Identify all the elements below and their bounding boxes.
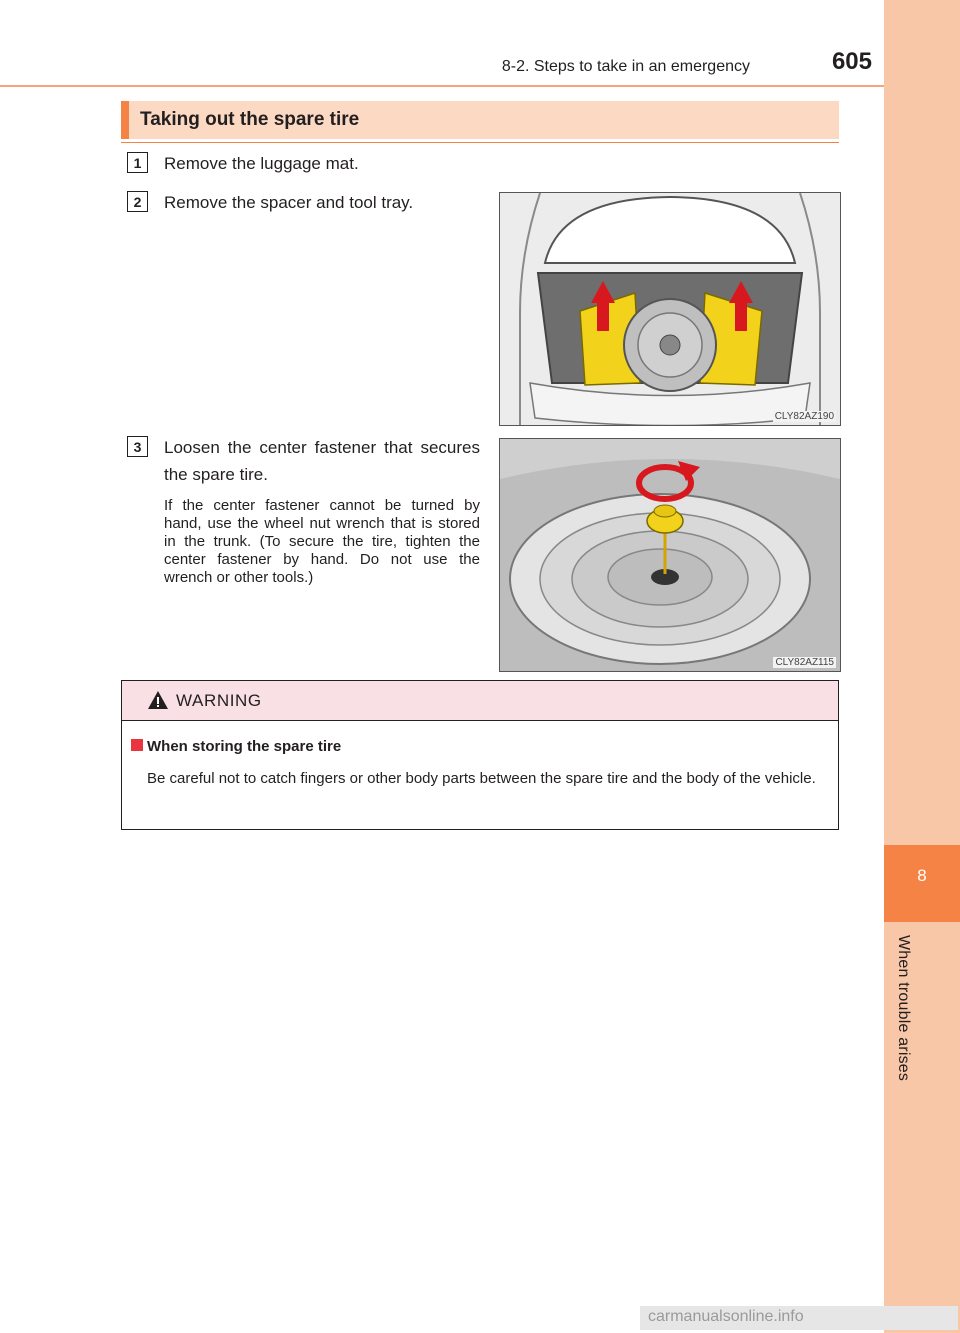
step-3-note: If the center fastener cannot be turned by hand, use the wheel nut wrench that is stored in the trunk. (To secure the tire, tighten the center fastener by hand. Do not use the wrench or other tools.) [164,497,480,586]
chapter-label: When trouble arises [895,935,912,1082]
figure-2-code: CLY82AZ115 [775,657,834,668]
step-2-text: Remove the spacer and tool tray. [164,193,414,212]
step-3-text: Loosen the center fastener that secures the spare tire. [164,438,480,484]
side-tab-strip [884,0,960,1333]
warning-header [122,681,838,721]
warning-triangle-icon [147,690,169,710]
warning-subheading: When storing the spare tire [147,738,342,755]
header-divider [0,85,884,87]
spare-tire-drawing [500,439,840,671]
warning-body: Be careful not to catch fingers or other body parts between the spare tire and the body of the vehicle. [147,770,816,787]
section-title-accent [121,101,129,139]
header-section-title: 8-2. Steps to take in an emergency [501,58,750,75]
trunk-drawing [500,193,840,425]
page-number: 605 [831,48,872,75]
warning-box [121,680,839,830]
section-title: Taking out the spare tire [140,109,360,130]
figure-1-code: CLY82AZ190 [774,411,834,422]
spare-tire-fastener-illustration [499,438,841,672]
warning-bullet-icon [131,739,143,751]
step-1-number: 1 [127,152,148,173]
warning-title: WARNING [176,691,262,710]
chapter-number: 8 [917,866,927,885]
trunk-tool-tray-illustration [499,192,841,426]
step-1-text: Remove the luggage mat. [164,154,359,173]
footer-watermark[interactable]: carmanualsonline.info [648,1308,804,1325]
step-3-number: 3 [127,436,148,457]
section-underline [121,142,839,143]
step-2-number: 2 [127,191,148,212]
